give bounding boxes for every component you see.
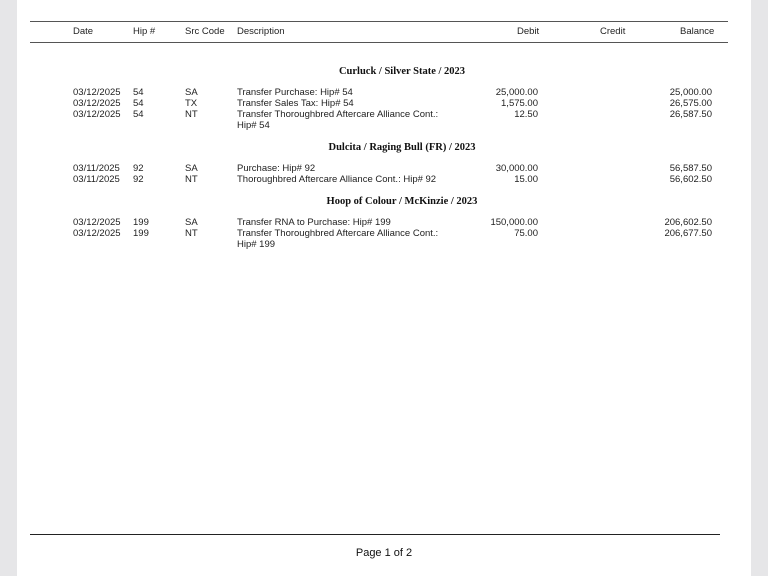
row-src: NT	[185, 228, 198, 239]
row-balance: 56,602.50	[669, 174, 712, 185]
group-title: Dulcita / Raging Bull (FR) / 2023	[328, 142, 476, 153]
row-date: 03/12/2025	[73, 87, 121, 98]
row-date: 03/12/2025	[73, 217, 121, 228]
row-description: Transfer Thoroughbred Aftercare Alliance Cont.:	[237, 109, 439, 120]
row-date: 03/12/2025	[73, 98, 121, 109]
row-description: Transfer Thoroughbred Aftercare Alliance Cont.:	[237, 228, 439, 239]
page-number: Page 1 of 2	[355, 547, 413, 559]
row-src: NT	[185, 109, 198, 120]
row-hip: 54	[133, 87, 144, 98]
footer-rule	[30, 534, 720, 535]
row-balance: 56,587.50	[669, 163, 712, 174]
row-balance: 26,575.00	[669, 98, 712, 109]
row-balance: 206,677.50	[664, 228, 712, 239]
row-hip: 92	[133, 174, 144, 185]
row-hip: 92	[133, 163, 144, 174]
row-balance: 26,587.50	[669, 109, 712, 120]
header-description: Description	[237, 26, 285, 37]
row-description: Thoroughbred Aftercare Alliance Cont.: Hip# 92	[237, 174, 437, 185]
row-date: 03/11/2025	[73, 174, 120, 185]
row-debit: 15.00	[514, 174, 538, 185]
header-rule	[30, 42, 728, 43]
row-date: 03/11/2025	[73, 163, 120, 174]
row-src: SA	[185, 163, 198, 174]
row-hip: 54	[133, 109, 144, 120]
statement-page	[17, 0, 751, 576]
header-credit: Credit	[600, 26, 626, 37]
group-title: Curluck / Silver State / 2023	[338, 66, 466, 77]
header-src-code: Src Code	[185, 26, 225, 37]
row-date: 03/12/2025	[73, 228, 121, 239]
row-balance: 206,602.50	[664, 217, 712, 228]
header-hip: Hip #	[133, 26, 156, 37]
row-hip: 199	[133, 228, 149, 239]
row-description-continued: Hip# 199	[237, 239, 276, 250]
row-date: 03/12/2025	[73, 109, 121, 120]
header-balance: Balance	[680, 26, 715, 37]
row-src: TX	[185, 98, 198, 109]
row-description: Transfer Purchase: Hip# 54	[237, 87, 353, 98]
row-debit: 30,000.00	[495, 163, 538, 174]
row-debit: 12.50	[514, 109, 538, 120]
row-description: Transfer RNA to Purchase: Hip# 199	[237, 217, 391, 228]
row-description: Purchase: Hip# 92	[237, 163, 316, 174]
header-debit: Debit	[517, 26, 540, 37]
row-debit: 150,000.00	[490, 217, 538, 228]
row-hip: 199	[133, 217, 149, 228]
row-debit: 1,575.00	[501, 98, 538, 109]
header-date: Date	[73, 26, 94, 37]
row-description: Transfer Sales Tax: Hip# 54	[237, 98, 354, 109]
row-debit: 75.00	[514, 228, 538, 239]
group-title: Hoop of Colour / McKinzie / 2023	[326, 196, 478, 207]
row-src: SA	[185, 87, 198, 98]
row-description-continued: Hip# 54	[237, 120, 270, 131]
row-balance: 25,000.00	[669, 87, 712, 98]
row-src: NT	[185, 174, 198, 185]
row-debit: 25,000.00	[495, 87, 538, 98]
row-src: SA	[185, 217, 198, 228]
top-rule	[30, 21, 728, 22]
row-hip: 54	[133, 98, 144, 109]
